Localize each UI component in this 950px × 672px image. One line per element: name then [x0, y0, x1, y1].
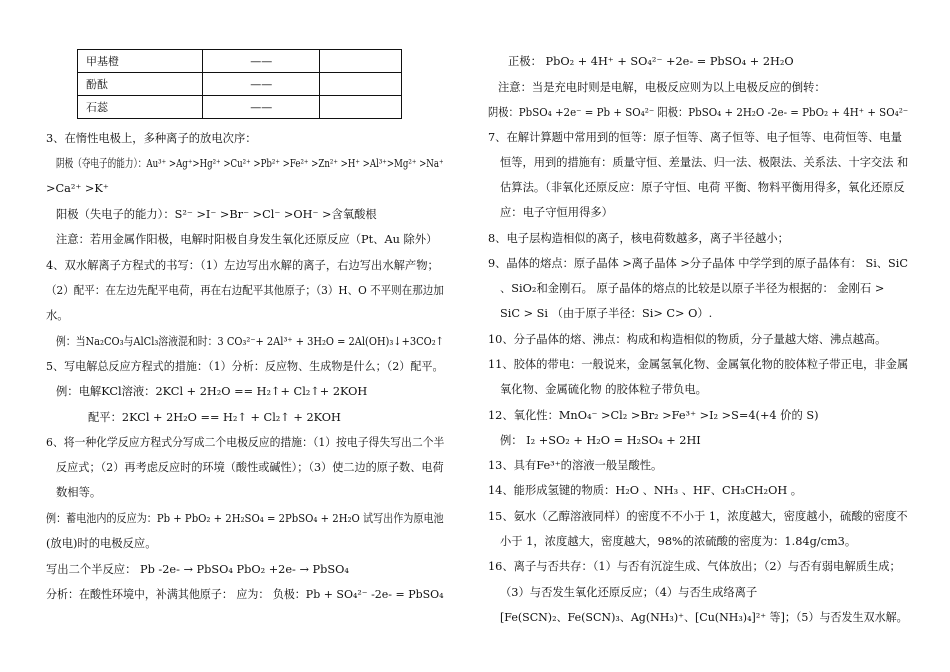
- text-line: 、SiO₂和金刚石。 原子晶体的熔点的比较是以原子半径为根据的： 金刚石 >: [500, 282, 885, 295]
- text-line: （3）与否发生氧化还原反应；（4）与否生成络离子: [500, 586, 758, 599]
- table-cell: ——: [203, 73, 320, 96]
- text-line: 分析：在酸性环境中，补满其他原子： 应为： 负极：Pb + SO₄²⁻ -2e- = PbSO₄: [46, 588, 444, 601]
- text-line: 估算法。（非氧化还原反应：原子守恒、电荷 平衡、物料平衡用得多，氧化还原反: [500, 181, 905, 194]
- text-line: 阴极：PbSO₄ +2e⁻ = Pb + SO₄²⁻ 阳极：PbSO₄ + 2H₂O -2e- = PbO₂ + 4H⁺ + SO₄²⁻: [488, 106, 909, 119]
- text-line: 注意：若用金属作阳极，电解时阳极自身发生氧化还原反应（Pt、Au 除外）: [56, 233, 438, 246]
- text-line: 3、在惰性电极上，多种离子的放电次序：: [46, 132, 257, 145]
- text-line: 注意：当是充电时则是电解，电极反应则为以上电极反应的倒转：: [498, 81, 826, 94]
- text-line: 配平：2KCl + 2H₂O == H₂↑ + Cl₂↑ + 2KOH: [88, 411, 341, 424]
- table-cell: [320, 50, 402, 73]
- table-row: [78, 73, 402, 96]
- text-line: 例：当Na₂CO₃与AlCl₃溶液混和时：3 CO₃²⁻+ 2Al³⁺ + 3H₂O = 2Al(OH)₃↓+3CO₂↑: [56, 335, 444, 348]
- text-line: 应：电子守恒用得多）: [500, 206, 613, 219]
- text-line: 5、写电解总反应方程式的措施：（1）分析：反应物、生成物是什么；（2）配平。: [46, 360, 444, 373]
- table-cell: [320, 73, 402, 96]
- text-line: 数相等。: [56, 486, 102, 499]
- text-line: 例：蓄电池内的反应为：Pb + PbO₂ + 2H₂SO₄ = 2PbSO₄ + 2H₂O 试写出作为原电池: [46, 512, 444, 525]
- text-line: 15、氨水（乙醇溶液同样）的密度不不小于 1，浓度越大，密度越小，硫酸的密度不: [488, 510, 908, 523]
- text-line: （2）配平：在左边先配平电荷，再在右边配平其他原子；（3）H、O 不平则在那边加: [46, 284, 444, 297]
- text-line: SiC > Si （由于原子半径：Si> C> O）.: [500, 307, 713, 320]
- indicator-table: [77, 49, 402, 119]
- text-line: 11、胶体的带电：一般说来，金属氢氧化物、金属氧化物的胶体粒子带正电，非金属: [488, 358, 909, 371]
- text-line: 4、双水解离子方程式的书写：（1）左边写出水解的离子，右边写出水解产物；: [46, 259, 439, 272]
- table-cell: ——: [203, 50, 320, 73]
- text-line: 写出二个半反应： Pb -2e- → PbSO₄ PbO₂ +2e- → PbSO₄: [46, 563, 349, 576]
- text-line: >Ca²⁺ >K⁺: [46, 182, 109, 195]
- text-line: [Fe(SCN)₂、Fe(SCN)₃、Ag(NH₃)⁺、[Cu(NH₃)₄]²⁺ 等]；（5）与否发生双水解。: [500, 611, 908, 624]
- text-line: 反应式；（2）再考虑反应时的环境（酸性或碱性）；（3）使二边的原子数、电荷: [56, 461, 444, 474]
- text-line: 小于 1，浓度越大，密度越大，98%的浓硫酸的密度为：1.84g/cm3。: [500, 535, 857, 548]
- text-line: 阴极（夺电子的能力）：Au³⁺ >Ag⁺>Hg²⁺ >Cu²⁺ >Pb²⁺ >Fe²⁺ >Zn²⁺ >H⁺ >Al³⁺>Mg²⁺ >Na⁺: [56, 157, 444, 170]
- text-line: 14、能形成氢键的物质：H₂O 、NH₃ 、HF、CH₃CH₂OH 。: [488, 484, 803, 497]
- table-cell: 石蕊: [78, 96, 203, 119]
- text-line: 7、在解计算题中常用到的恒等：原子恒等、离子恒等、电子恒等、电荷恒等、电量: [488, 131, 902, 144]
- text-line: 12、氧化性：MnO₄⁻ >Cl₂ >Br₂ >Fe³⁺ >I₂ >S=4(+4 价的 S): [488, 409, 819, 422]
- text-line: 例：电解KCl溶液：2KCl + 2H₂O == H₂↑+ Cl₂↑+ 2KOH: [56, 385, 368, 398]
- text-line: 10、分子晶体的熔、沸点：构成和构造相似的物质，分子量越大熔、沸点越高。: [488, 333, 887, 346]
- table-cell: 甲基橙: [78, 50, 203, 73]
- text-line: 正极： PbO₂ + 4H⁺ + SO₄²⁻ +2e- = PbSO₄ + 2H₂O: [508, 55, 794, 68]
- table-cell: 酚酞: [78, 73, 203, 96]
- text-line: 13、具有Fe³⁺的溶液一般呈酸性。: [488, 459, 663, 472]
- text-line: 阳极（失电子的能力）：S²⁻ >I⁻ >Br⁻ >Cl⁻ >OH⁻ >含氧酸根: [56, 208, 377, 221]
- text-line: 8、电子层构造相似的离子，核电荷数越多，离子半径越小；: [488, 232, 789, 245]
- text-line: 氧化物、金属硫化物 的胶体粒子带负电。: [500, 383, 707, 396]
- text-line: 例： I₂ +SO₂ + H₂O = H₂SO₄ + 2HI: [500, 434, 701, 447]
- table-cell: ——: [203, 96, 320, 119]
- text-line: 恒等，用到的措施有：质量守恒、差量法、归一法、极限法、关系法、十字交法 和: [500, 156, 909, 169]
- table-row: [78, 50, 402, 73]
- text-line: 9、晶体的熔点：原子晶体 >离子晶体 >分子晶体 中学学到的原子晶体有： Si、SiC: [488, 257, 908, 270]
- table-row: [78, 96, 402, 119]
- text-line: 6、将一种化学反应方程式分写成二个电极反应的措施：（1）按电子得失写出二个半: [46, 436, 445, 449]
- text-line: 16、离子与否共存：（1）与否有沉淀生成、气体放出；（2）与否有弱电解质生成；: [488, 560, 901, 573]
- text-line: 水。: [46, 309, 69, 322]
- table-cell: [320, 96, 402, 119]
- text-line: (放电)时的电极反应。: [46, 537, 157, 550]
